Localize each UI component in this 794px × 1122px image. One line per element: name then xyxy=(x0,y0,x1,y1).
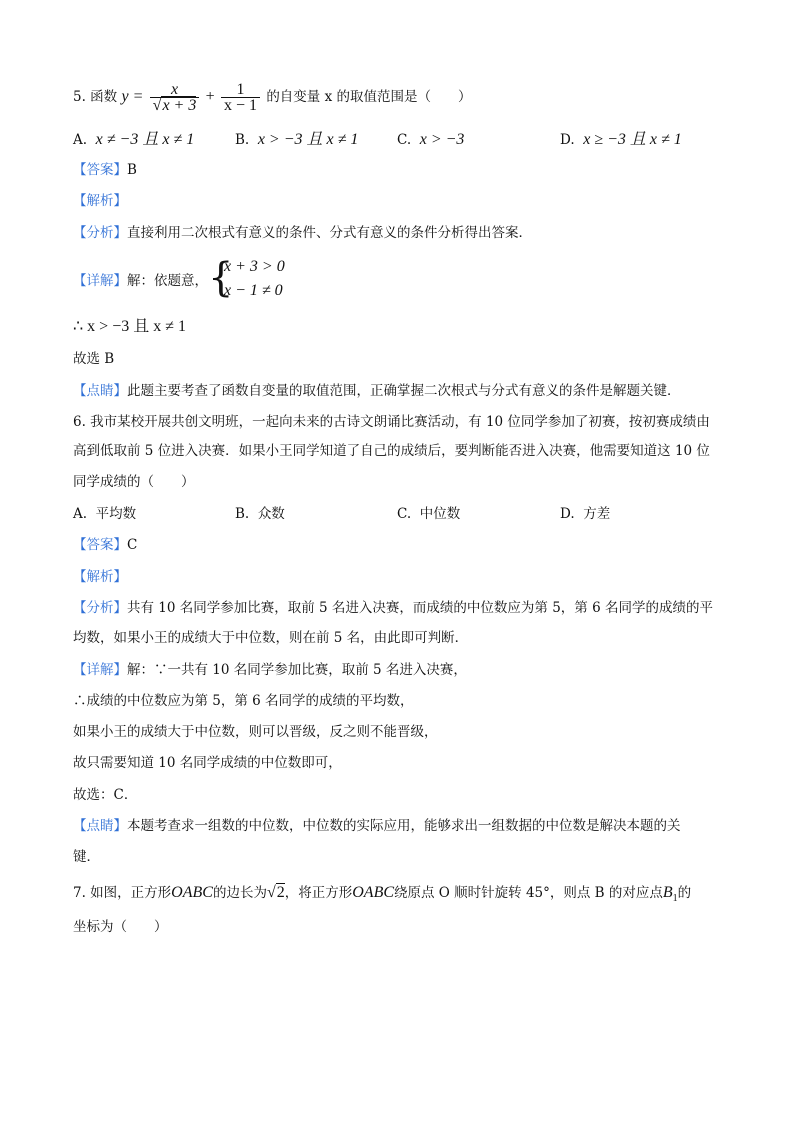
q5-stem-suffix: 的自变量 x 的取值范围是（ ） xyxy=(266,89,472,105)
q5-frac2-den: x − 1 xyxy=(221,97,260,113)
q5-frac1-num: x xyxy=(170,81,179,98)
q6-option-d xyxy=(560,505,610,523)
q6-stem-line-1: 6. 我市某校开展共创文明班，一起向未来的古诗文朗诵比赛活动，有 10 位同学参加了初赛，按初赛成绩由 xyxy=(73,414,710,430)
q5-choose: 故选 B xyxy=(73,351,115,367)
q6-option-d-letter: D. xyxy=(560,506,575,522)
q5-option-a-text: x ≠ −3 且 x ≠ 1 xyxy=(95,131,195,148)
q6-answer-value: C xyxy=(127,537,138,553)
q6-fenxi-line-2: 均数，如果小王的成绩大于中位数，则在前 5 名，由此即可判断． xyxy=(73,630,469,646)
q5-option-b xyxy=(235,131,358,149)
q5-frac1-den: √x + 3 xyxy=(150,97,200,113)
q6-xiangjie-line-4: 故只需要知道 10 名同学成绩的中位数即可， xyxy=(73,755,342,771)
q7-stem-b: 的边长为 xyxy=(212,885,267,901)
q6-answer-tag: 【答案】 xyxy=(73,537,127,553)
q5-dianjing-text: 此题主要考查了函数自变量的取值范围，正确掌握二次根式与分式有意义的条件是解题关键． xyxy=(127,383,681,399)
q7-stem-a: 7. 如图，正方形 xyxy=(73,885,172,901)
q6-stem-line-3: 同学成绩的（ ） xyxy=(73,474,195,490)
q6-dianjing-text-1: 本题考查求一组数的中位数，中位数的实际应用，能够求出一组数据的中位数是解决本题的关 xyxy=(127,818,681,834)
q7-stem-e: 的 xyxy=(677,885,692,901)
q7-stem-line-1 xyxy=(73,884,691,908)
q7-sqrt: √2 xyxy=(266,884,285,901)
q7-stem-c: ，将正方形 xyxy=(284,885,353,901)
q7-oabc-1: OABC xyxy=(171,884,213,901)
q6-dianjing-line-2: 键． xyxy=(73,849,100,865)
q7-stem-d: 绕原点 O 顺时针旋转 45°，则点 B 的对应点 xyxy=(394,885,663,901)
q6-analysis-tag: 【解析】 xyxy=(73,569,127,585)
q7-oabc-2: OABC xyxy=(352,884,395,901)
q6-option-c xyxy=(397,505,460,523)
q6-option-d-text: 方差 xyxy=(583,506,611,522)
q5-system-line-2: x − 1 ≠ 0 xyxy=(224,282,283,299)
q6-option-a-letter: A. xyxy=(73,506,88,522)
q5-answer-tag: 【答案】 xyxy=(73,162,127,178)
q7-b1-sub: 1 xyxy=(672,893,678,905)
q5-option-d xyxy=(560,131,682,149)
q6-option-b xyxy=(235,505,285,523)
q5-option-d-letter: D. xyxy=(560,132,575,148)
q5-fraction-1 xyxy=(150,82,200,113)
q5-y-eq: y = xyxy=(121,88,144,105)
q7-stem-line-2: 坐标为（ ） xyxy=(73,919,168,935)
q5-option-c xyxy=(397,131,464,149)
q6-xiangjie-tag: 【详解】 xyxy=(73,662,127,678)
q5-option-b-text: x > −3 且 x ≠ 1 xyxy=(257,131,359,148)
q7-b1 xyxy=(662,884,678,905)
q6-stem-line-2: 高到低取前 5 位进入决赛．如果小王同学知道了自己的成绩后，要判断能否进入决赛，他需要知道这 10 位 xyxy=(73,443,710,459)
q5-fenxi-tag: 【分析】 xyxy=(73,225,127,241)
q6-option-c-letter: C. xyxy=(397,506,412,522)
q5-fraction-2 xyxy=(221,82,260,113)
q6-xiangjie-line-3: 如果小王的成绩大于中位数，则可以晋级，反之则不能晋级， xyxy=(73,724,438,740)
q6-answer xyxy=(73,536,137,554)
q5-stem-prefix: 5. 函数 xyxy=(73,89,118,105)
q6-dianjing-tag: 【点睛】 xyxy=(73,818,127,834)
q5-system-line-1: x + 3 > 0 xyxy=(224,258,285,275)
q6-fenxi-tag: 【分析】 xyxy=(73,600,127,616)
q5-dianjing xyxy=(73,382,681,400)
q5-therefore: ∴ x > −3 且 x ≠ 1 xyxy=(73,318,187,335)
q6-option-b-text: 众数 xyxy=(257,506,285,522)
q5-fenxi-text: 直接利用二次根式有意义的条件、分式有意义的条件分析得出答案． xyxy=(127,225,532,241)
q5-system-brace: { xyxy=(208,255,234,301)
q5-answer xyxy=(73,161,137,179)
q6-fenxi-text-1: 共有 10 名同学参加比赛，取前 5 名进入决赛，而成绩的中位数应为第 5，第 6 名同学的成绩的平 xyxy=(127,600,713,616)
q6-option-a-text: 平均数 xyxy=(95,506,137,522)
q6-xiangjie-text-1: 解：∵一共有 10 名同学参加比赛，取前 5 名进入决赛， xyxy=(127,662,467,678)
q5-frac2-num: 1 xyxy=(236,81,245,98)
q6-choose: 故选：C． xyxy=(73,787,138,803)
q5-answer-value: B xyxy=(127,162,137,178)
q5-analysis-tag: 【解析】 xyxy=(73,193,127,209)
q5-option-c-text: x > −3 xyxy=(419,131,465,148)
q5-frac1-radicand: x + 3 xyxy=(162,97,197,114)
q6-option-a xyxy=(73,505,136,523)
q5-xiangjie-tag: 【详解】 xyxy=(73,273,127,289)
q5-option-d-text: x ≥ −3 且 x ≠ 1 xyxy=(583,131,682,148)
q7-b1-letter: B xyxy=(662,884,673,901)
q6-xiangjie-line-1 xyxy=(73,661,467,679)
q5-fenxi xyxy=(73,224,532,242)
q6-option-b-letter: B. xyxy=(235,506,250,522)
q6-dianjing-line-1 xyxy=(73,817,681,835)
q5-option-a-letter: A. xyxy=(73,132,88,148)
q7-sqrt-value: 2 xyxy=(276,884,285,901)
q5-xiangjie-text: 解：依题意， xyxy=(127,273,208,289)
q5-stem xyxy=(73,82,472,113)
q5-option-a xyxy=(73,131,194,149)
q5-option-c-letter: C. xyxy=(397,132,412,148)
q5-xiangjie xyxy=(73,272,208,290)
q6-xiangjie-line-2: ∴成绩的中位数应为第 5，第 6 名同学的成绩的平均数， xyxy=(73,693,414,709)
q5-dianjing-tag: 【点睛】 xyxy=(73,383,127,399)
q6-fenxi-line-1 xyxy=(73,599,713,617)
q5-option-b-letter: B. xyxy=(235,132,250,148)
q6-option-c-text: 中位数 xyxy=(419,506,461,522)
q5-plus: + xyxy=(205,88,215,105)
